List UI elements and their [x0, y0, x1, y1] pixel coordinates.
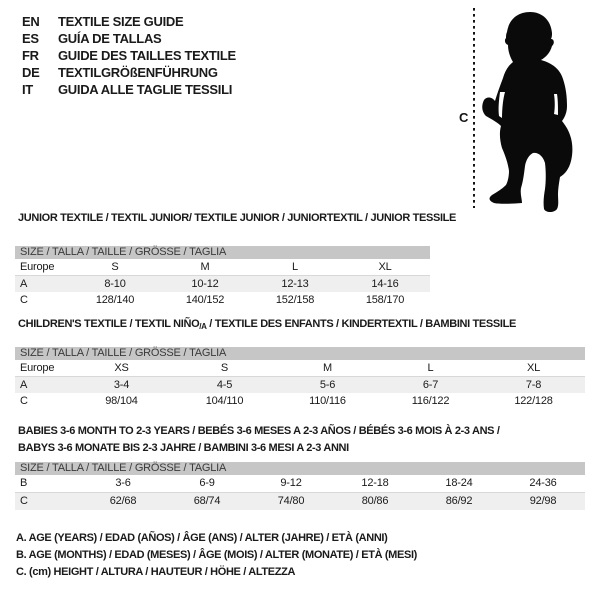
table-cell: S: [111, 261, 119, 273]
baby-silhouette-icon: [482, 12, 572, 212]
table-cell: 12-18: [361, 477, 389, 489]
lang-row-fr: [22, 47, 236, 64]
table-cell: 110/116: [309, 395, 346, 407]
babies-table-title: [18, 423, 500, 457]
lang-row-es: [22, 30, 236, 47]
table-cell: 7-8: [525, 379, 542, 391]
table-cell: 74/80: [277, 495, 305, 507]
lang-row-it: [22, 81, 236, 98]
table-cell: 92/98: [529, 495, 557, 507]
table-row: [15, 360, 585, 377]
height-label-c: C: [459, 110, 469, 125]
lang-code: ES: [22, 31, 39, 46]
table-cell: 12-13: [281, 278, 309, 290]
table-row: [15, 292, 430, 308]
table-cell: XL: [378, 261, 392, 273]
table-row: [15, 259, 430, 276]
table-cell: C: [20, 395, 28, 407]
table-cell: 122/128: [514, 395, 553, 407]
table-cell: 3-6: [115, 477, 131, 489]
lang-code: DE: [22, 65, 40, 80]
table-cell: 152/158: [275, 294, 315, 306]
size-header-bar: SIZE / TALLA / TAILLE / GRÖSSE / TAGLIA: [15, 347, 585, 360]
table-cell: C: [20, 294, 28, 306]
table-cell: 80/86: [361, 495, 389, 507]
title-text: / TEXTILE DES ENFANTS / KINDERTEXTIL / BAMBINI TESSILE: [206, 318, 516, 330]
table-cell: 116/122: [411, 395, 450, 407]
table-cell: Europe: [20, 362, 55, 374]
table-cell: 104/110: [205, 395, 244, 407]
size-header-bar: SIZE / TALLA / TAILLE / GRÖSSE / TAGLIA: [15, 246, 430, 259]
size-header-bar: SIZE / TALLA / TAILLE / GRÖSSE / TAGLIA: [15, 462, 585, 475]
language-list: [22, 13, 236, 98]
lang-label: TEXTILE SIZE GUIDE: [58, 14, 184, 29]
lang-code: IT: [22, 82, 33, 97]
lang-label: TEXTILGRÖßENFÜHRUNG: [58, 65, 218, 80]
children-table-title: [18, 318, 516, 331]
table-cell: XL: [526, 362, 541, 374]
table-row: [15, 276, 430, 292]
lang-code: EN: [22, 14, 40, 29]
lang-row-de: [22, 64, 236, 81]
baby-height-figure: [450, 0, 600, 220]
table-cell: 128/140: [95, 294, 135, 306]
table-cell: 62/68: [109, 495, 137, 507]
table-cell: 24-36: [529, 477, 557, 489]
title-subscript: /A: [199, 322, 207, 331]
table-row: [15, 377, 585, 393]
footnote-a: A. AGE (YEARS) / EDAD (AÑOS) / ÂGE (ANS) / ALTER (JAHRE) / ETÀ (ANNI): [16, 532, 388, 544]
table-cell: 140/152: [185, 294, 225, 306]
table-row: [15, 493, 585, 510]
lang-label: GUÍA DE TALLAS: [58, 31, 162, 46]
footnote-b: B. AGE (MONTHS) / EDAD (MESES) / ÂGE (MOIS) / ALTER (MONATE) / ETÀ (MESI): [16, 549, 417, 561]
table-cell: B: [20, 477, 28, 489]
table-junior: [15, 246, 430, 308]
table-cell: 18-24: [445, 477, 473, 489]
table-cell: 14-16: [371, 278, 399, 290]
table-cell: M: [323, 362, 332, 374]
table-cell: 86/92: [445, 495, 473, 507]
title-line-2: BABYS 3-6 MONATE BIS 2-3 JAHRE / BAMBINI 3-6 MESI A 2-3 ANNI: [18, 442, 349, 454]
table-cell: 68/74: [193, 495, 221, 507]
table-cell: 3-4: [113, 379, 130, 391]
table-cell: S: [220, 362, 229, 374]
table-cell: 158/170: [365, 294, 405, 306]
lang-row-en: [22, 13, 236, 30]
lang-code: FR: [22, 48, 39, 63]
footnotes: [16, 530, 417, 581]
table-cell: Europe: [20, 261, 55, 273]
table-cell: 9-12: [280, 477, 302, 489]
table-cell: 5-6: [319, 379, 336, 391]
table-children: [15, 347, 585, 409]
table-cell: A: [20, 379, 28, 391]
table-cell: 8-10: [104, 278, 126, 290]
table-babies: [15, 462, 585, 510]
footnote-c: C. (cm) HEIGHT / ALTURA / HAUTEUR / HÖHE / ALTEZZA: [16, 566, 296, 578]
table-cell: M: [200, 261, 210, 273]
title-line-1: BABIES 3-6 MONTH TO 2-3 YEARS / BEBÉS 3-6 MESES A 2-3 AÑOS / BÉBÉS 3-6 MOIS À 2-3 ANS /: [18, 425, 500, 437]
title-text: CHILDREN'S TEXTILE / TEXTIL NIÑO: [18, 318, 200, 330]
table-row: [15, 475, 585, 493]
table-cell: C: [20, 495, 28, 507]
lang-label: GUIDA ALLE TAGLIE TESSILI: [58, 82, 233, 97]
table-cell: 10-12: [191, 278, 219, 290]
table-cell: 6-9: [199, 477, 215, 489]
table-cell: L: [427, 362, 434, 374]
table-cell: XS: [114, 362, 129, 374]
table-cell: 4-5: [216, 379, 233, 391]
junior-table-title: JUNIOR TEXTILE / TEXTIL JUNIOR/ TEXTILE JUNIOR / JUNIORTEXTIL / JUNIOR TESSILE: [18, 212, 457, 224]
table-row: [15, 393, 585, 409]
table-cell: 6-7: [422, 379, 439, 391]
table-cell: L: [292, 261, 298, 273]
table-cell: 98/104: [105, 395, 138, 407]
lang-label: GUIDE DES TAILLES TEXTILE: [58, 48, 236, 63]
table-cell: A: [20, 278, 28, 290]
